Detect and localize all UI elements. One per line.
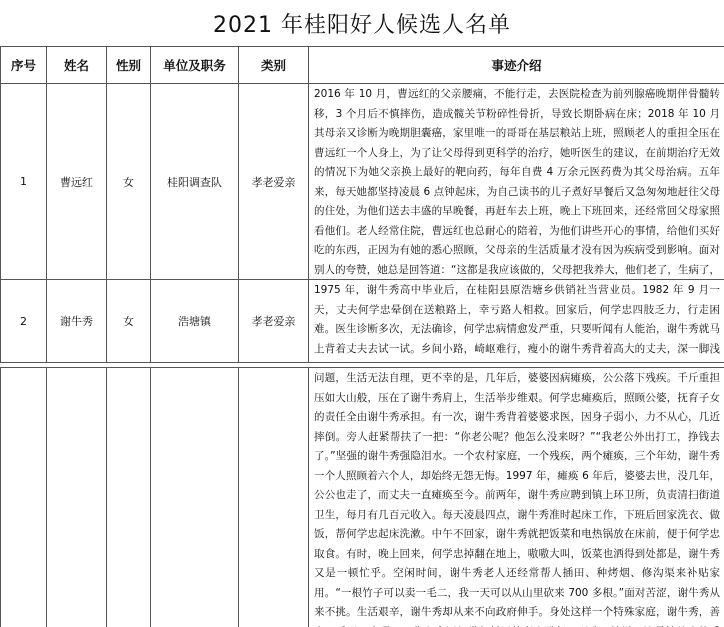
table-row-continued bbox=[1, 368, 724, 627]
deeds-text: 问题，生活无法自理，更不幸的是，几年后，婆婆因病瘫痪，公公落下残疾。千斤重担压如大山般，压在了谢牛秀肩上，生活举步维艰。何学忠瘫痪后，照顾公婆，抚育子女的责任全由谢牛秀承担。有一次，谢牛秀背着婆婆求医，因身子弱小，力不从心，几近摔倒。旁人赶紧帮扶了一把：“你老公呢？他怎么没来呀？”“我老公外出打工，挣钱去了。”坚强的谢牛秀强隐泪水。一个农村家庭，一个残疾，两个瘫痪，三个年幼，谢牛秀一个人照顾着六个人，却始终无怨无悔。1997 年，瘫痪 6 年后，婆婆去世，没几年，公公也走了，而丈夫一直瘫痪至今。前两年，谢牛秀应聘到镇上环卫所，负责清扫街道卫生，每月有几百元收入。每天凌晨四点，谢牛秀准时起床工作，下班后回家洗衣、做饭，帮何学忠起床洗漱。中午不回家，谢牛秀就把饭菜和电热锅放在床前，便于何学忠取食。有时，晚上回来，何学忠掉翻在地上，嗷嗷大叫，饭菜也洒得到处都是，谢牛秀又是一顿忙乎。空闲时间，谢牛秀老人还经常帮人插田、种烤烟、修沟渠来补贴家用。“一根竹子可以卖一毛二，我一天可以从山里砍来 700 多根。”面对苦涩，谢牛秀从来不挑。生活艰辛，谢牛秀却从来不向政府伸手。身处这样一个特殊家庭，谢牛秀，善 bbox=[309, 368, 724, 627]
table-header-row bbox=[1, 47, 724, 84]
cell-no-empty bbox=[1, 368, 47, 627]
header-unit: 单位及职务 bbox=[151, 47, 239, 84]
header-category: 类别 bbox=[239, 47, 309, 84]
cell-category-empty bbox=[239, 368, 309, 627]
cell-gender: 女 bbox=[107, 84, 151, 280]
cell-gender-empty bbox=[107, 368, 151, 627]
header-no: 序号 bbox=[1, 47, 47, 84]
table-row bbox=[1, 84, 724, 280]
cell-deeds bbox=[309, 280, 724, 363]
table-row bbox=[1, 280, 724, 363]
header-deeds: 事迹介绍 bbox=[309, 47, 724, 84]
cell-no: 2 bbox=[1, 280, 47, 363]
candidate-table bbox=[0, 46, 724, 627]
header-name: 姓名 bbox=[47, 47, 107, 84]
cell-unit-empty bbox=[151, 368, 239, 627]
cell-name-empty bbox=[47, 368, 107, 627]
deeds-text: 2016 年 10 月，曹远红的父亲腰痛，不能行走，去医院检查为前列腺癌晚期伴骨髓转移，3 个月后不慎摔伤，造成髋关节粉碎性骨折，导致长期卧病在床；2018 年 10 月其母亲又诊断为晚期胆囊癌，家里唯一的哥哥在基层粮站上班，照顾老人的重担全压在曹远红一个人身上，为了让父母得到更科学的治疗，她听医生的建议，在前期治疗无效的情况下为她父亲换上最好的靶向药，每年自费 4 万余元医药费为其父母治病。五年来，每天她都坚持凌晨 6 点钟起床，为自己读书的儿子煮好早餐后又急匆匆地赶往父母的住处，为他们送去丰盛的早晚餐，再赶车去上班，晚上下班回来，还经常回父母家照看他们。老人经常住院，曹远红也总耐心的陪着，为他们讲些开心的事情，给他们买好吃的东西，正因为有她的悉心照顾，父母亲的生活质量才没有因为疾病受到影响。面对别人的夸赞，她总是回答道：“这都是我应该做的，父母把我养大，他们老了，生病了， bbox=[309, 84, 724, 279]
cell-unit: 桂阳调查队 bbox=[151, 84, 239, 280]
document-title: 2021 年桂阳好人候选人名单 bbox=[0, 0, 724, 46]
deeds-text: 1975 年，谢牛秀高中毕业后，在桂阳县原浩塘乡供销社当营业员。1982 年 9 月一天，丈夫何学忠晕倒在送粮路上，幸亏路人相救。回家后，何学忠四肢乏力，行走困难。医生诊断多次，无法确诊，何学忠病情愈发严重，只要听闻有人能治，谢牛秀就马上背着丈夫去试一试。乡间小路，崎岖难行，瘦小的谢牛秀背着高大的丈夫，深一脚浅 bbox=[309, 280, 724, 361]
cell-deeds bbox=[309, 84, 724, 280]
cell-deeds bbox=[309, 368, 724, 627]
cell-no: 1 bbox=[1, 84, 47, 280]
cell-unit: 浩塘镇 bbox=[151, 280, 239, 363]
header-gender: 性别 bbox=[107, 47, 151, 84]
cell-category: 孝老爱亲 bbox=[239, 84, 309, 280]
cell-category: 孝老爱亲 bbox=[239, 280, 309, 363]
cell-name: 曹远红 bbox=[47, 84, 107, 280]
cell-name: 谢牛秀 bbox=[47, 280, 107, 363]
cell-gender: 女 bbox=[107, 280, 151, 363]
